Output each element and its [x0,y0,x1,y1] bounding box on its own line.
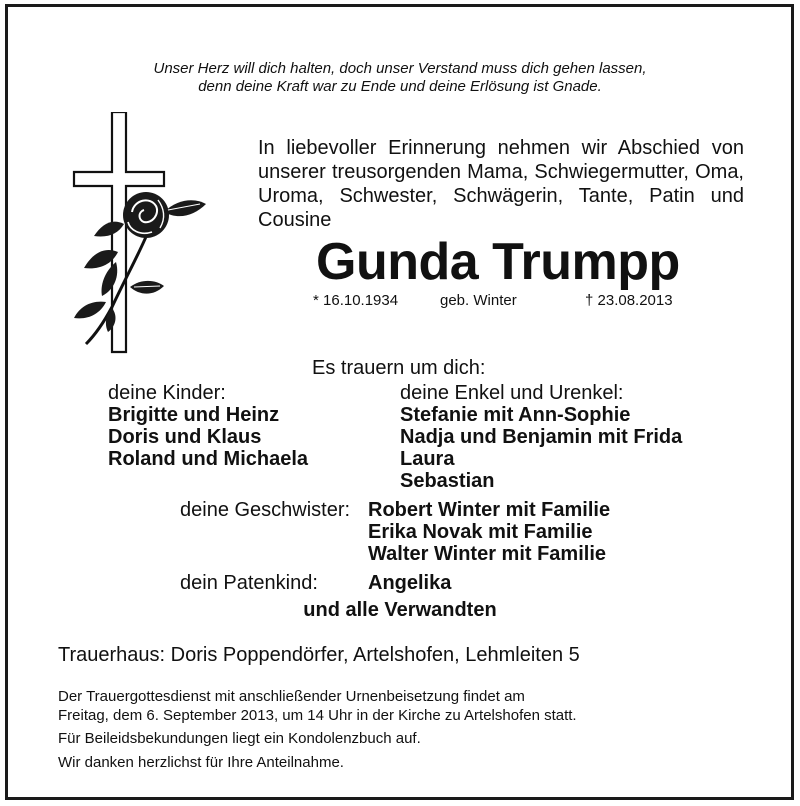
grandchild-entry: Laura [400,448,455,470]
motto-line-2: denn deine Kraft war zu Ende und deine Erlösung ist Gnade. [198,78,602,95]
birth-date: * 16.10.1934 [313,292,399,309]
child-entry: Brigitte und Heinz [108,404,280,426]
children-label: deine Kinder: [108,382,226,404]
siblings-label: deine Geschwister: [180,499,351,521]
relatives-line: und alle Verwandten [303,599,497,621]
thanks-note: Wir danken herzlichst für Ihre Anteilnahme. [58,754,344,771]
godchild-label: dein Patenkind: [180,572,318,594]
farewell-intro: In liebevoller Erinnerung nehmen wir Abschied von unserer treusorgenden Mama, Schwiegermutter, Oma, Uroma, Schwester, Schwägerin, Tante, Patin und Cousine [258,137,744,231]
mourners-heading: Es trauern um dich: [312,357,486,379]
maiden-name: geb. Winter [440,292,517,309]
service-info-line-2: Freitag, dem 6. September 2013, um 14 Uhr in der Kirche zu Artelshofen statt. [58,707,577,724]
death-date: † 23.08.2013 [585,292,673,309]
sibling-entry: Walter Winter mit Familie [368,543,607,565]
mourning-house-address: Trauerhaus: Doris Poppendörfer, Artelshofen, Lehmleiten 5 [58,644,580,666]
godchild-name: Angelika [368,572,452,594]
deceased-name: Gunda Trumpp [316,233,680,291]
service-info-line-1: Der Trauergottesdienst mit anschließender Urnenbeisetzung findet am [58,688,525,705]
sibling-entry: Erika Novak mit Familie [368,521,593,543]
sibling-entry: Robert Winter mit Familie [368,499,611,521]
grandchildren-label: deine Enkel und Urenkel: [400,382,624,404]
grandchild-entry: Sebastian [400,470,495,492]
grandchild-entry: Nadja und Benjamin mit Frida [400,426,683,448]
child-entry: Doris und Klaus [108,426,262,448]
motto-line-1: Unser Herz will dich halten, doch unser Verstand muss dich gehen lassen, [153,60,647,77]
condolence-note: Für Beileidsbekundungen liegt ein Kondolenzbuch auf. [58,730,421,747]
grandchild-entry: Stefanie mit Ann-Sophie [400,404,631,426]
cross-with-rose-icon [60,112,210,362]
child-entry: Roland und Michaela [108,448,309,470]
